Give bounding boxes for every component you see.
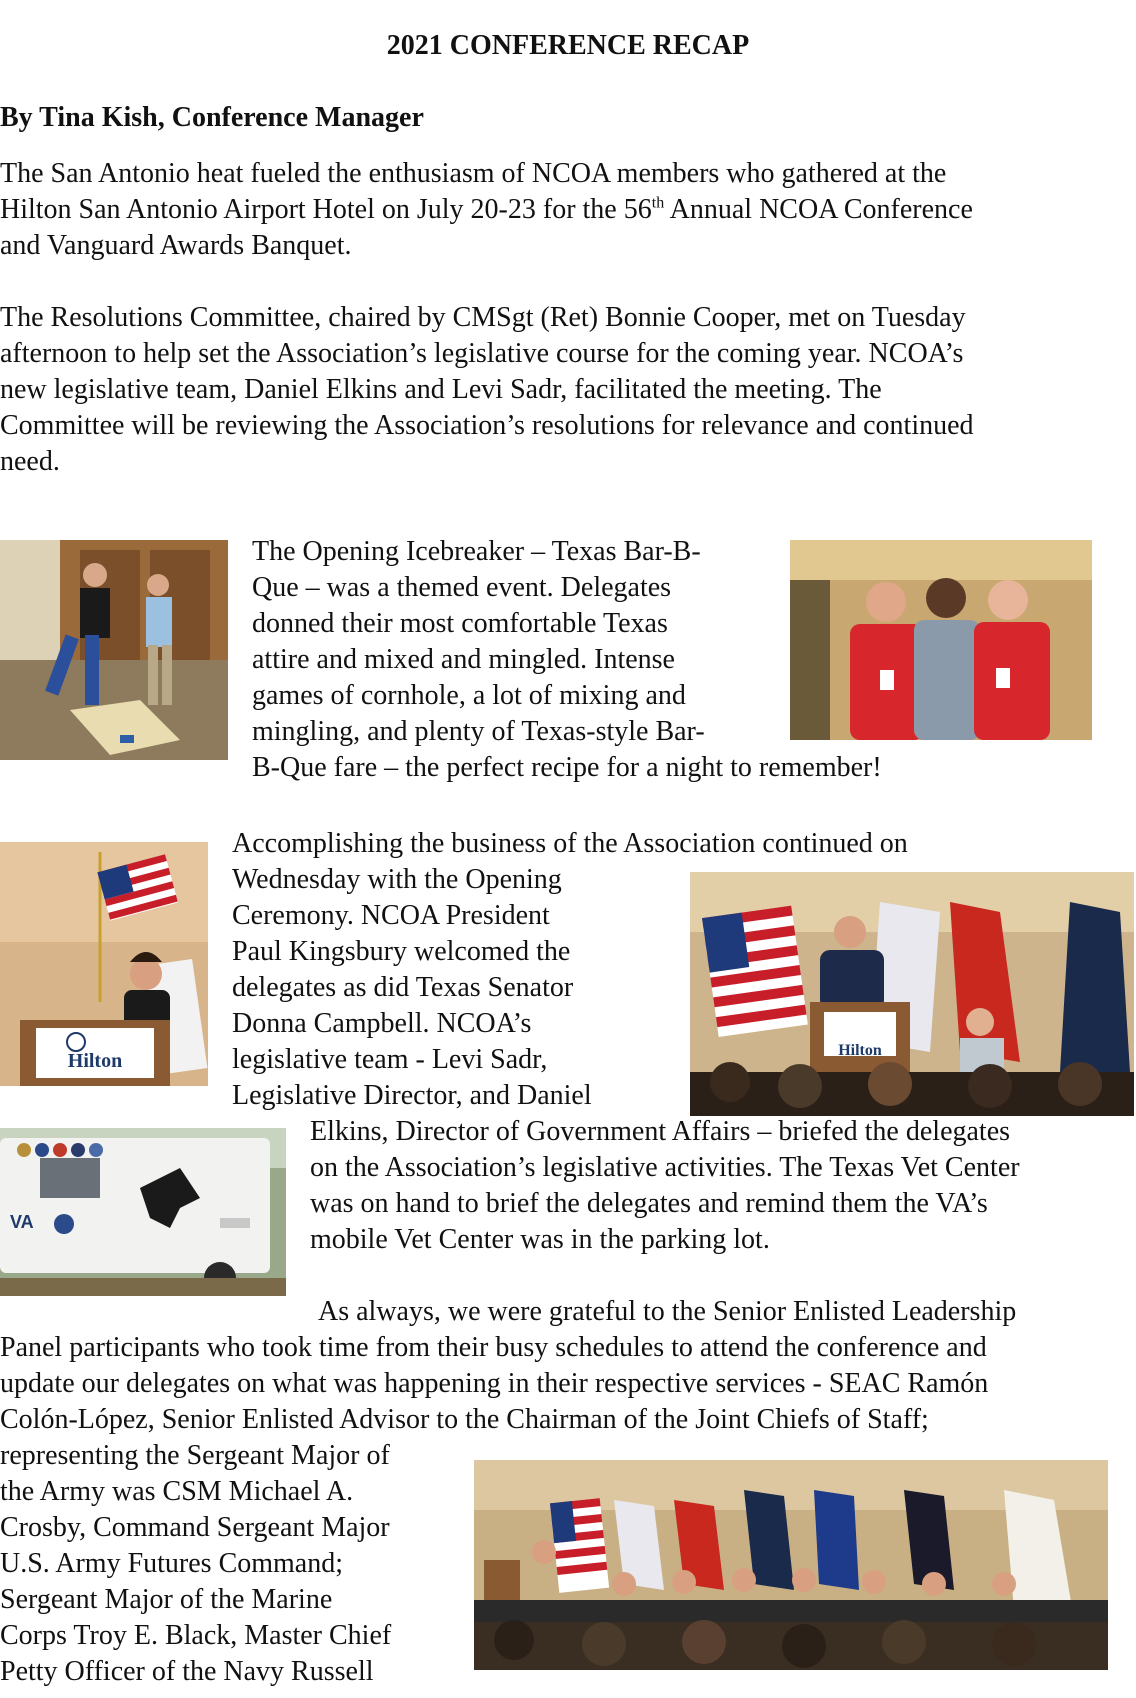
p4-line: on the Association’s legislative activities. The Texas Vet Center bbox=[310, 1152, 1020, 1183]
p5-line: U.S. Army Futures Command; bbox=[0, 1548, 344, 1579]
p3-line: donned their most comfortable Texas bbox=[252, 608, 668, 639]
p4-line: delegates as did Texas Senator bbox=[232, 972, 574, 1003]
p1-sup: th bbox=[651, 194, 665, 212]
p3-line: B-Que fare – the perfect recipe for a night to remember! bbox=[252, 752, 882, 783]
p5-line: Corps Troy E. Black, Master Chief bbox=[0, 1620, 392, 1651]
p4-line: Ceremony. NCOA President bbox=[232, 900, 550, 931]
three-men-photo bbox=[790, 540, 1092, 740]
p3-line: attire and mixed and mingled. Intense bbox=[252, 644, 675, 675]
p5-line: As always, we were grateful to the Senior Enlisted Leadership bbox=[318, 1296, 1017, 1327]
podium-sign-text: Hilton bbox=[67, 1050, 123, 1072]
mobile-vet-center-photo bbox=[0, 1128, 286, 1296]
opening-ceremony-photo bbox=[690, 872, 1134, 1116]
p5-line: Petty Officer of the Navy Russell bbox=[0, 1656, 374, 1687]
p1-line bbox=[0, 192, 973, 228]
p1-text: Hilton San Antonio Airport Hotel on July 20-23 for the 56 bbox=[0, 194, 652, 225]
byline: By Tina Kish, Conference Manager bbox=[0, 102, 424, 133]
p4-line: was on hand to brief the delegates and remind them the VA’s bbox=[310, 1188, 988, 1219]
p3-line: Que – was a themed event. Delegates bbox=[252, 572, 672, 603]
cornhole-photo bbox=[0, 540, 228, 760]
podium-speaker-photo bbox=[0, 842, 208, 1086]
p5-line: Colón-López, Senior Enlisted Advisor to the Chairman of the Joint Chiefs of Staff; bbox=[0, 1404, 929, 1435]
p1-line: and Vanguard Awards Banquet. bbox=[0, 230, 352, 261]
p1-line: The San Antonio heat fueled the enthusiasm of NCOA members who gathered at the bbox=[0, 158, 947, 189]
p5-line: Sergeant Major of the Marine bbox=[0, 1584, 333, 1615]
p5-line: the Army was CSM Michael A. bbox=[0, 1476, 354, 1507]
p5-line: Panel participants who took time from their busy schedules to attend the conference and bbox=[0, 1332, 987, 1363]
p4-line: Elkins, Director of Government Affairs – briefed the delegates bbox=[310, 1116, 1011, 1147]
p4-line: Accomplishing the business of the Association continued on bbox=[232, 828, 908, 859]
p1-text: Annual NCOA Conference bbox=[664, 194, 973, 225]
va-logo-text: VA bbox=[10, 1212, 34, 1232]
p5-line: representing the Sergeant Major of bbox=[0, 1440, 390, 1471]
p5-line: Crosby, Command Sergeant Major bbox=[0, 1512, 390, 1543]
p2-line: new legislative team, Daniel Elkins and Levi Sadr, facilitated the meeting. The bbox=[0, 374, 882, 405]
p4-line: Legislative Director, and Daniel bbox=[232, 1080, 592, 1111]
p2-line: Committee will be reviewing the Association’s resolutions for relevance and continued bbox=[0, 410, 974, 441]
page-title: 2021 CONFERENCE RECAP bbox=[386, 30, 750, 61]
p4-line: Donna Campbell. NCOA’s bbox=[232, 1008, 532, 1039]
p4-line: legislative team - Levi Sadr, bbox=[232, 1044, 548, 1075]
p4-line: Paul Kingsbury welcomed the bbox=[232, 936, 571, 967]
podium-sign-text: Hilton bbox=[838, 1042, 882, 1059]
p4-line: mobile Vet Center was in the parking lot. bbox=[310, 1224, 770, 1255]
p2-line: need. bbox=[0, 446, 60, 477]
p2-line: afternoon to help set the Association’s legislative course for the coming year. NCOA’s bbox=[0, 338, 964, 369]
p2-line: The Resolutions Committee, chaired by CMSgt (Ret) Bonnie Cooper, met on Tuesday bbox=[0, 302, 966, 333]
leadership-panel-photo bbox=[474, 1460, 1108, 1670]
p3-line: mingling, and plenty of Texas-style Bar- bbox=[252, 716, 705, 747]
p4-line: Wednesday with the Opening bbox=[232, 864, 562, 895]
p3-line: games of cornhole, a lot of mixing and bbox=[252, 680, 686, 711]
p3-line: The Opening Icebreaker – Texas Bar-B- bbox=[252, 536, 701, 567]
p5-line: update our delegates on what was happening in their respective services - SEAC Ramón bbox=[0, 1368, 989, 1399]
